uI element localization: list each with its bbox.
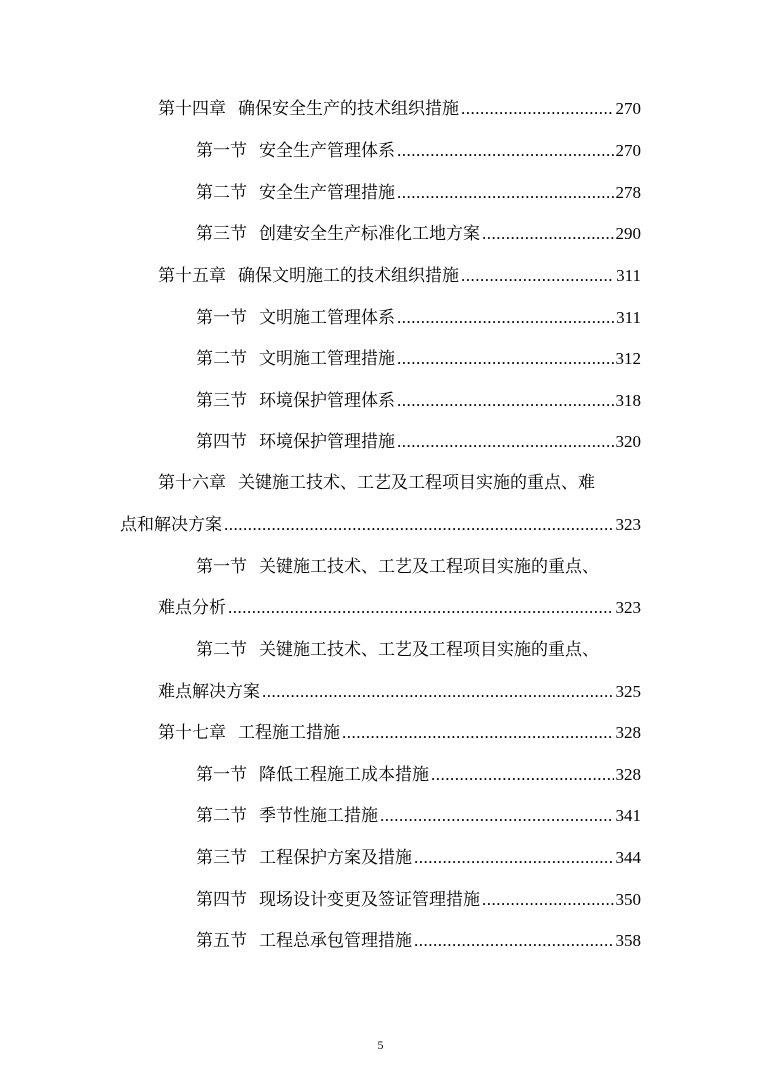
toc-page-number: 290: [615, 224, 641, 243]
dot-leader: [461, 94, 614, 124]
toc-title: 创建安全生产标准化工地方案: [259, 224, 480, 244]
toc-number: 第五节: [196, 931, 247, 951]
toc-page-number: 323: [615, 515, 641, 534]
toc-number: 第十六章: [158, 473, 226, 493]
toc-page-number: 311: [616, 266, 641, 285]
dot-leader: [380, 801, 614, 831]
dot-leader: [224, 510, 614, 540]
toc-title: 现场设计变更及签证管理措施: [259, 890, 480, 910]
toc-number: 第四节: [196, 890, 247, 910]
toc-page-number: 341: [615, 806, 641, 825]
toc-title-continued: 难点解决方案: [158, 682, 260, 702]
toc-number: 第十四章: [158, 99, 226, 119]
toc-title: 工程保护方案及措施: [259, 848, 412, 868]
toc-number: 第一节: [196, 557, 247, 577]
toc-title: 降低工程施工成本措施: [259, 765, 429, 785]
toc-page-number: 311: [616, 308, 641, 327]
toc-section[interactable]: [196, 926, 641, 956]
toc-chapter-14[interactable]: [158, 94, 641, 124]
dot-leader: [414, 926, 614, 956]
toc-title: 关键施工技术、工艺及工程项目实施的重点、难: [238, 473, 595, 493]
toc-title: 季节性施工措施: [259, 806, 378, 826]
dot-leader: [397, 136, 614, 166]
dot-leader: [262, 677, 614, 707]
dot-leader: [342, 718, 614, 748]
dot-leader: [414, 843, 614, 873]
toc-page-number: 320: [615, 432, 641, 451]
page-number-footer: 5: [377, 1038, 384, 1052]
toc-section[interactable]: [196, 178, 641, 208]
toc-page-number: 312: [615, 349, 641, 368]
toc-page-number: 328: [615, 765, 641, 784]
toc-page-number: 270: [615, 141, 641, 160]
dot-leader: [397, 303, 614, 333]
toc-page-number: 323: [615, 598, 641, 617]
toc-section[interactable]: [196, 427, 641, 457]
toc-number: 第三节: [196, 391, 247, 411]
dot-leader: [397, 344, 614, 374]
toc-page-number: 270: [615, 99, 641, 118]
toc-page-number: 318: [615, 391, 641, 410]
toc-number: 第二节: [196, 349, 247, 369]
toc-number: 第一节: [196, 141, 247, 161]
dot-leader: [431, 760, 614, 790]
toc-title: 工程总承包管理措施: [259, 931, 412, 951]
toc-number: 第四节: [196, 432, 247, 452]
toc-title-continued: 难点分析: [158, 598, 226, 618]
toc-number: 第三节: [196, 224, 247, 244]
toc-page-number: 350: [615, 890, 641, 909]
toc-section[interactable]: [196, 552, 641, 582]
toc-title: 安全生产管理体系: [259, 141, 395, 161]
toc-section[interactable]: [196, 344, 641, 374]
toc-number: 第三节: [196, 848, 247, 868]
toc-page-number: 358: [615, 931, 641, 950]
toc-page-number: 325: [615, 682, 641, 701]
toc-title-continued: 点和解决方案: [120, 515, 222, 535]
toc-number: 第一节: [196, 308, 247, 328]
toc-number: 第二节: [196, 640, 247, 660]
dot-leader: [461, 261, 614, 291]
dot-leader: [482, 885, 614, 915]
toc-section[interactable]: [196, 885, 641, 915]
toc-number: 第十五章: [158, 266, 226, 286]
toc-number: 第二节: [196, 806, 247, 826]
toc-number: 第一节: [196, 765, 247, 785]
toc-chapter-15[interactable]: [158, 261, 641, 291]
toc-page-number: 344: [615, 848, 641, 867]
dot-leader: [397, 427, 614, 457]
dot-leader: [397, 178, 614, 208]
toc-chapter-16-continued[interactable]: [120, 510, 641, 540]
dot-leader: [397, 386, 614, 416]
toc-section[interactable]: [196, 386, 641, 416]
toc-number: 第十七章: [158, 723, 226, 743]
toc-section-continued[interactable]: [158, 677, 641, 707]
toc-section[interactable]: [196, 801, 641, 831]
dot-leader: [482, 219, 614, 249]
dot-leader: [228, 593, 614, 623]
toc-title: 关键施工技术、工艺及工程项目实施的重点、: [259, 640, 599, 660]
toc-section[interactable]: [196, 219, 641, 249]
toc-title: 工程施工措施: [238, 723, 340, 743]
toc-section[interactable]: [196, 843, 641, 873]
toc-section-continued[interactable]: [158, 593, 641, 623]
toc-number: 第二节: [196, 183, 247, 203]
toc-section[interactable]: [196, 635, 641, 665]
toc-title: 关键施工技术、工艺及工程项目实施的重点、: [259, 557, 599, 577]
toc-chapter-17[interactable]: [158, 718, 641, 748]
toc-title: 环境保护管理措施: [259, 432, 395, 452]
toc-title: 文明施工管理措施: [259, 349, 395, 369]
toc-section[interactable]: [196, 136, 641, 166]
toc-chapter-16[interactable]: [158, 468, 641, 498]
toc-page-number: 278: [615, 183, 641, 202]
toc-title: 环境保护管理体系: [259, 391, 395, 411]
toc-section[interactable]: [196, 760, 641, 790]
toc-page-number: 328: [615, 723, 641, 742]
toc-title: 安全生产管理措施: [259, 183, 395, 203]
toc-title: 确保安全生产的技术组织措施: [238, 99, 459, 119]
toc-section[interactable]: [196, 303, 641, 333]
toc-title: 确保文明施工的技术组织措施: [238, 266, 459, 286]
toc-title: 文明施工管理体系: [259, 308, 395, 328]
